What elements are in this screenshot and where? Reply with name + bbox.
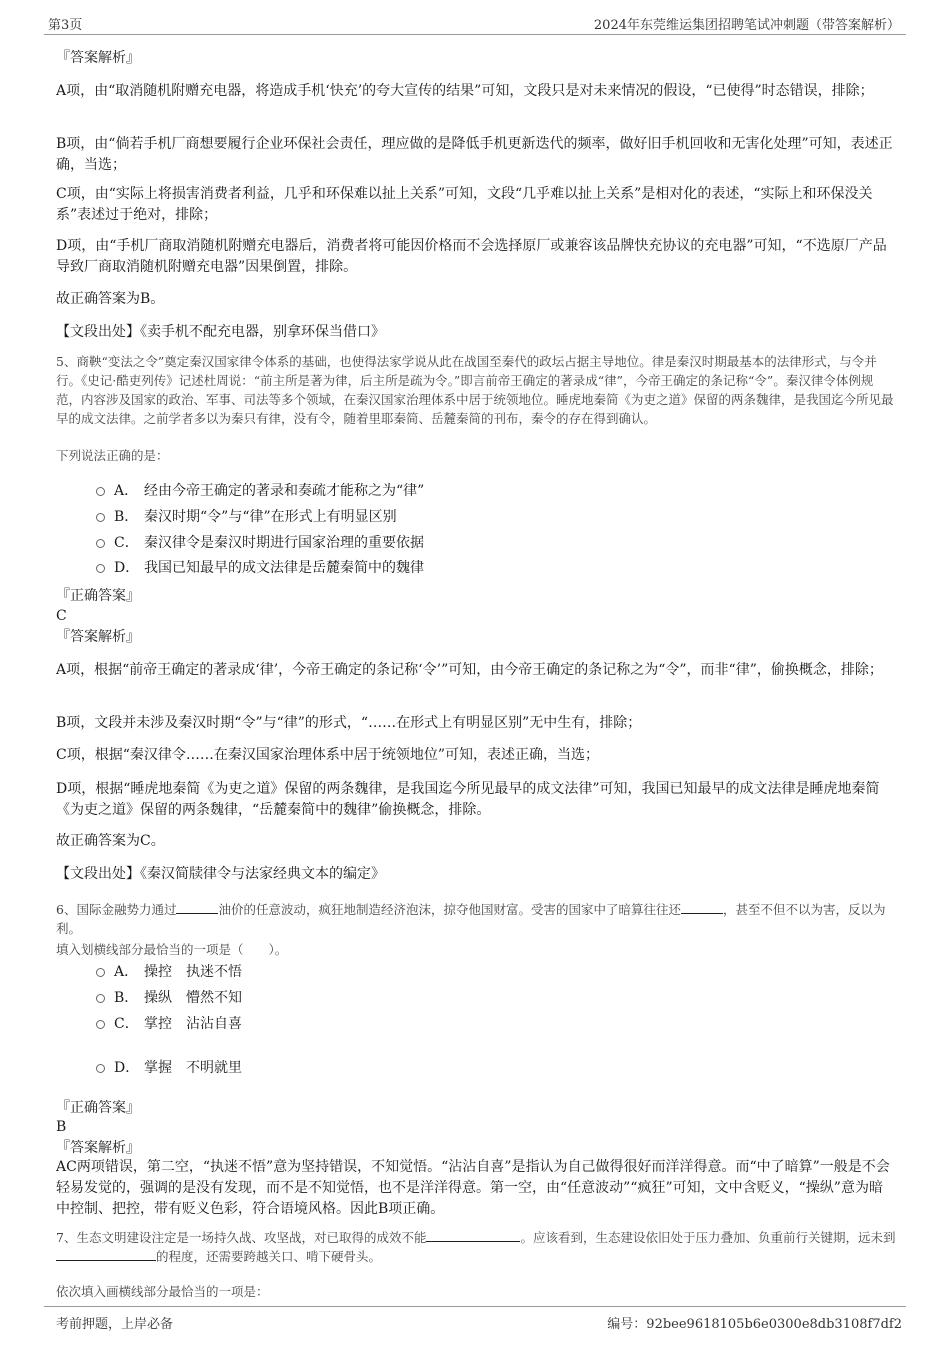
q6-option-a[interactable]: A． 操控 执迷不悟	[96, 962, 242, 982]
q6-stem: 6、国际金融势力通过 油价的任意波动，疯狂地制造经济泡沫，掠夺他国财富。受害的国家中了暗算往往还 ，甚至不但不以为害，反以为利。	[56, 902, 886, 936]
q7-stem: 7、生态文明建设注定是一场持久战、攻坚战，对已取得的成效不能 。应该看到，生态建设依旧处于压力叠加、负重前行关键期，远未到的程度，还需要跨越关口、啃下硬骨头。	[56, 1230, 896, 1264]
radio-icon[interactable]	[96, 1020, 105, 1029]
q6-option-c[interactable]: C． 掌控 沾沾自喜	[96, 1014, 242, 1034]
q4-analysis-b: B项，由“倘若手机厂商想要履行企业环保社会责任，理应做的是降低手机更新迭代的频率，做好旧手机回收和无害化处理”可知，表述正确，当选；	[56, 136, 893, 173]
q7-blank-1	[426, 1228, 520, 1242]
page-footer	[44, 1306, 906, 1332]
radio-icon[interactable]	[96, 1064, 105, 1073]
q5-option-b[interactable]: B． 秦汉时期“令”与“律”在形式上有明显区别	[96, 507, 397, 527]
q7-blank-2	[56, 1247, 156, 1261]
radio-icon[interactable]	[96, 539, 105, 548]
q6-option-b[interactable]: B． 操纵 懵然不知	[96, 988, 242, 1008]
page-header	[44, 14, 906, 35]
document-code: 编号：92bee9618105b6e0300e8db3108f7df2	[607, 1317, 902, 1332]
q5-analysis-d: D项，根据“睡虎地秦简《为吏之道》保留的两条魏律，是我国迄今所见最早的成文法律”可知，我国已知最早的成文法律是睡虎地秦简《为吏之道》保留的两条魏律，“岳麓秦简中的魏律”偷换概念，排除。	[56, 781, 880, 818]
q5-option-a[interactable]: A． 经由今帝王确定的著录和奏疏才能称之为“律”	[96, 481, 424, 501]
q5-conclusion: 故正确答案为C。	[56, 833, 165, 849]
q5-analysis-c: C项，根据“秦汉律令……在秦汉国家治理体系中居于统领地位”可知，表述正确，当选；	[56, 747, 600, 763]
document-title: 2024年东莞维运集团招聘笔试冲刺题（带答案解析）	[593, 18, 900, 33]
q4-analysis-label: 『答案解析』	[56, 50, 140, 66]
q4-analysis-d: D项，由“手机厂商取消随机附赠充电器后，消费者将可能因价格而不会选择原厂或兼容该品牌快充协议的充电器”可知，“不选原厂产品导致厂商取消随机附赠充电器”因果倒置，排除。	[56, 238, 887, 275]
q6-analysis-label: 『答案解析』	[56, 1140, 140, 1156]
q6-option-d[interactable]: D． 掌握 不明就里	[96, 1058, 242, 1078]
q6-blank-2	[681, 900, 723, 914]
q5-answer: C	[56, 608, 67, 624]
radio-icon[interactable]	[96, 968, 105, 977]
q5-option-d[interactable]: D． 我国已知最早的成文法律是岳麓秦简中的魏律	[96, 558, 424, 578]
radio-icon[interactable]	[96, 564, 105, 573]
q5-correct-label: 『正确答案』	[56, 588, 140, 604]
q4-source: 【文段出处】《卖手机不配充电器，别拿环保当借口》	[56, 324, 385, 340]
q5-option-c[interactable]: C． 秦汉律令是秦汉时期进行国家治理的重要依据	[96, 533, 424, 553]
q6-correct-label: 『正确答案』	[56, 1100, 140, 1116]
q6-blank-1	[176, 900, 218, 914]
radio-icon[interactable]	[96, 513, 105, 522]
radio-icon[interactable]	[96, 994, 105, 1003]
footer-slogan: 考前押题，上岸必备	[56, 1317, 174, 1332]
q4-analysis-c: C项，由“实际上将损害消费者利益，几乎和环保难以扯上关系”可知，文段“几乎难以扯上关系”是相对化的表述，“实际上和环保没关系”表述过于绝对，排除；	[56, 186, 873, 223]
q5-analysis-a: A项，根据“前帝王确定的著录成‘律’，今帝王确定的条记称‘令’”可知，由今帝王确定的条记称之为“令”，而非“律”，偷换概念，排除；	[56, 662, 883, 678]
q6-analysis: AC两项错误，第二空，“执迷不悟”意为坚持错误，不知觉悟。“沾沾自喜”是指认为自己做得很好而洋洋得意。而“中了暗算”一般是不会轻易发觉的，强调的是没有发现，而不是不知觉悟，也不是洋洋得意。第一空，由“任意波动”“疯狂”可知，文中含贬义，“操纵”意为暗中控制、把控，带有贬义色彩，符合语境风格。因此B项正确。	[56, 1159, 890, 1217]
radio-icon[interactable]	[96, 487, 105, 496]
q5-analysis-label: 『答案解析』	[56, 629, 140, 645]
q6-prompt: 填入划横线部分最恰当的一项是（ ）。	[56, 942, 288, 957]
q6-answer: B	[56, 1119, 67, 1135]
q7-prompt: 依次填入画横线部分最恰当的一项是：	[56, 1284, 269, 1299]
page-number: 第3页	[48, 18, 83, 33]
q5-prompt: 下列说法正确的是：	[56, 448, 169, 463]
q4-analysis-a: A项，由“取消随机附赠充电器，将造成手机‘快充’的夸大宣传的结果”可知，文段只是对未来情况的假设，“已使得”时态错误，排除；	[56, 83, 874, 99]
q5-source: 【文段出处】《秦汉简牍律令与法家经典文本的编定》	[56, 866, 385, 882]
q4-conclusion: 故正确答案为B。	[56, 291, 165, 307]
q5-analysis-b: B项，文段并未涉及秦汉时期“令”与“律”的形式，“……在形式上有明显区别”无中生有，排除；	[56, 715, 642, 731]
q5-stem: 5、商鞅“变法之令”奠定秦汉国家律令体系的基础，也使得法家学说从此在战国至秦代的政坛占据主导地位。律是秦汉时期最基本的法律形式，与令并行。《史记·酷吏列传》记述杜周说：“前主所是著为律，后主所是疏为令。”即言前帝王确定的著录成“律”，今帝王确定的条记称“令”。秦汉律令体例规范，内容涉及国家的政治、军事、司法等多个领域，在秦汉国家治理体系中居于统领地位。睡虎地秦简《为吏之道》保留的两条魏律，是我国迄今所见最早的成文法律。之前学者多以为秦只有律，没有令，随着里耶秦简、岳麓秦简的刊布，秦令的存在得到确认。	[56, 354, 894, 426]
